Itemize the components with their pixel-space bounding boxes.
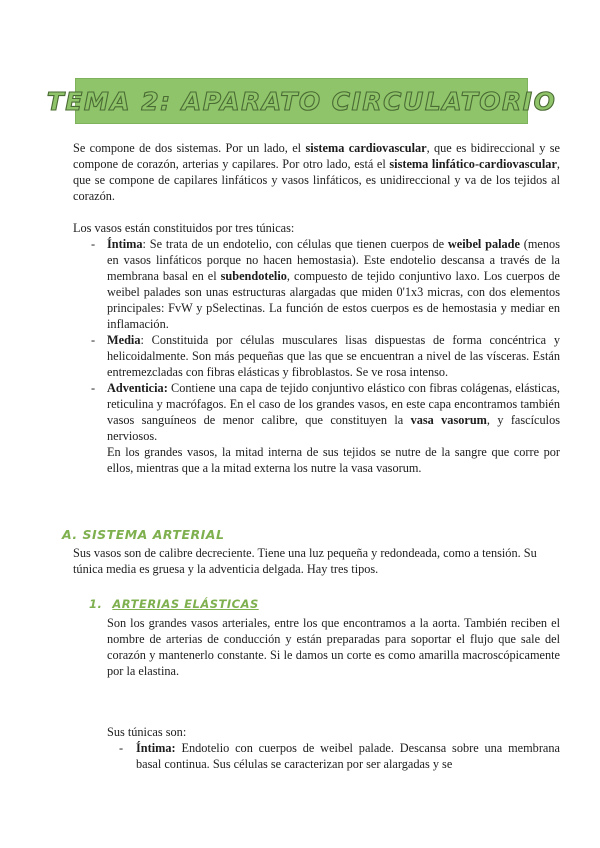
media-label: Media bbox=[107, 333, 141, 347]
intima-text-3: , compuesto de tejido conjuntivo laxo. Los cuerpos de weibel palades son unas estructuras alargadas que miden 0'1x3 micras, con dos elementos principales: FvW y pSelectinas. La función de estos cuerpos es de hemostasia y mediar en inflamación. bbox=[107, 269, 560, 331]
adventicia-term-vasa-vasorum: vasa vasorum bbox=[410, 413, 487, 427]
list-item-adventicia bbox=[91, 380, 560, 444]
sus-tunicas-intro: Sus túnicas son: bbox=[107, 725, 187, 739]
section-sistema-arterial-body bbox=[73, 545, 560, 577]
intima-label: Íntima bbox=[107, 237, 143, 251]
arterias-elasticas-text: Son los grandes vasos arteriales, entre los que encontramos a la aorta. También reciben el nombre de arterias de conducción y están preparadas para soportar el flujo que sale del corazón y mantenerlo constante. Si le damos un corte es como amarilla macroscópicamente por la elastina. bbox=[107, 616, 560, 678]
intima-text-1: : Se trata de un endotelio, con células que tienen cuerpos de bbox=[142, 237, 448, 251]
list-item-intima-arteria bbox=[119, 740, 560, 772]
adventicia-text-1: Contiene una capa de tejido conjuntivo elástico con fibras colágenas, elásticas, reticulina y macrófagos. En el caso de los grandes vasos, en este capa encontramos también vasos sanguíneos de menor calibre, que constituyen la bbox=[107, 381, 560, 427]
intima-arteria-text: Endotelio con cuerpos de weibel palade. Descansa sobre una membrana basal continua. Sus células se caracterizan por ser alargadas y se bbox=[136, 741, 560, 771]
adventicia-continuation: En los grandes vasos, la mitad interna de sus tejidos se nutre de la sangre que corre por ellos, mientras que a la mitad externa los nutre la vasa vasorum. bbox=[107, 445, 560, 475]
sus-tunicas-list bbox=[107, 740, 560, 772]
intima-term-subendotelio: subendotelio bbox=[220, 269, 287, 283]
intro-paragraph bbox=[73, 140, 560, 204]
sus-tunicas-section bbox=[107, 724, 560, 772]
list-item-intima bbox=[91, 236, 560, 332]
subsection-number: 1. bbox=[89, 597, 103, 611]
page-title: TEMA 2: APARATO CIRCULATORIO bbox=[46, 86, 557, 116]
section-heading-sistema-arterial: A. SISTEMA ARTERIAL bbox=[62, 527, 225, 542]
subsection-heading-arterias-elasticas bbox=[89, 597, 259, 611]
sistema-arterial-text: Sus vasos son de calibre decreciente. Tiene una luz pequeña y redondeada, como a tensión. Su túnica media es gruesa y la adventicia delgada. Hay tres tipos. bbox=[73, 546, 537, 576]
intima-arteria-label: Íntima: bbox=[136, 741, 176, 755]
intro-text-1: Se compone de dos sistemas. Por un lado, el bbox=[73, 141, 306, 155]
intro-text-3: , que se compone de capilares linfáticos y vasos linfáticos, es unidireccional y va de los tejidos al corazón. bbox=[73, 157, 560, 203]
adventicia-text-2: , y fascículos nerviosos. bbox=[107, 413, 560, 443]
media-text: : Constituida por células musculares lisas dispuestas de forma concéntrica y helicoidalmente. Son más pequeñas que las que se encuentran a nivel de las vísceras. Están entremezcladas con fibras elásticas y fibroblastos. Se ve rosa intenso. bbox=[107, 333, 560, 379]
intro-term-cardiovascular: sistema cardiovascular bbox=[305, 141, 427, 155]
intro-term-linfatico: sistema linfático-cardiovascular bbox=[389, 157, 557, 171]
intima-text-2: (menos en vasos linfáticos porque no hacen hemostasia). Este endotelio descansa a través de la membrana basal en el bbox=[107, 237, 560, 283]
intro-section bbox=[73, 140, 560, 476]
vasos-intro: Los vasos están constituidos por tres túnicas: bbox=[73, 221, 295, 235]
subsection-title: ARTERIAS ELÁSTICAS bbox=[112, 597, 259, 611]
list-item-media bbox=[91, 332, 560, 380]
title-banner bbox=[46, 78, 557, 124]
intro-text-2: , que es bidireccional y se compone de corazón, arterias y capilares. Por otro lado, está el bbox=[73, 141, 560, 171]
intima-term-weibel: weibel palade bbox=[447, 237, 520, 251]
subsection-arterias-elasticas-body bbox=[107, 615, 560, 679]
adventicia-label: Adventicia: bbox=[107, 381, 168, 395]
tunicas-list bbox=[73, 236, 560, 444]
